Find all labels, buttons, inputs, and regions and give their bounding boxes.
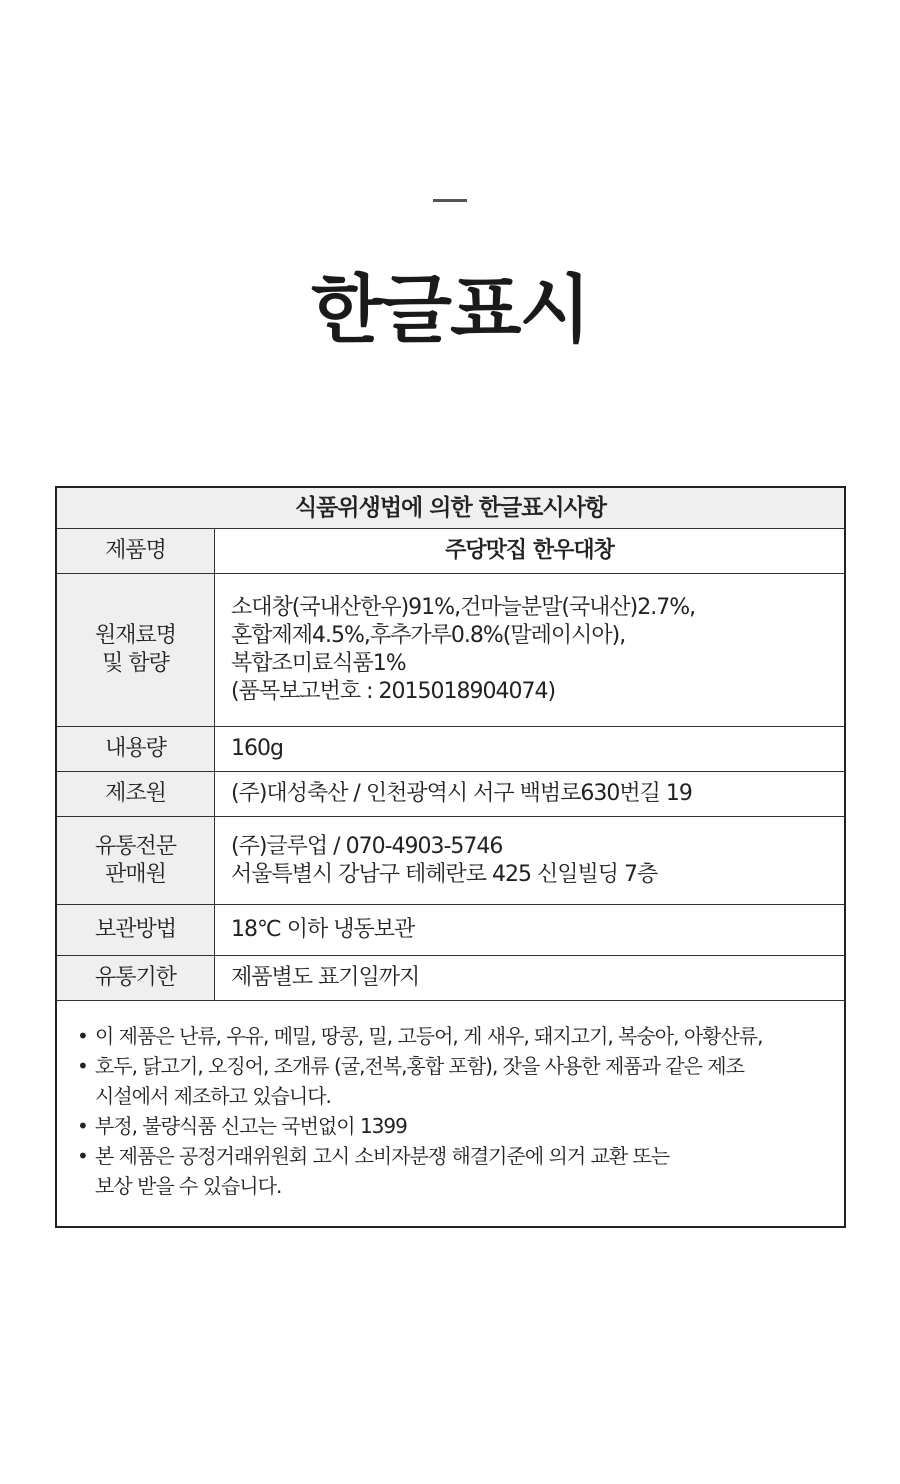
ingredients-label-line: 원재료명 <box>94 623 176 648</box>
note-item <box>77 1111 844 1141</box>
manufacturer-value: (주)대성축산 / 인천광역시 서구 백범로630번길 19 <box>231 781 692 806</box>
distributor-line: (주)글루업 / 070-4903-5746 <box>231 833 503 859</box>
note-item <box>77 1021 844 1051</box>
note-line: 시설에서 제조하고 있습니다. <box>95 1084 331 1108</box>
bullet-icon: • <box>77 1144 88 1168</box>
ingredients-line: (품목보고번호 : 2015018904074) <box>231 679 556 704</box>
volume-value: 160g <box>231 736 283 761</box>
note-line: 이 제품은 난류, 우유, 메밀, 땅콩, 밀, 고등어, 게 새우, 돼지고기, 복숭아, 아황산류, <box>95 1024 763 1048</box>
note-item <box>77 1141 844 1201</box>
distributor-line: 서울특별시 강남구 테헤란로 425 신일빌딩 7층 <box>231 861 658 887</box>
distributor-label-line: 유통전문 <box>94 833 176 859</box>
bullet-icon: • <box>77 1024 88 1048</box>
note-line: 본 제품은 공정거래위원회 고시 소비자분쟁 해결기준에 의거 교환 또는 <box>95 1144 670 1168</box>
expiry-value: 제품별도 표기일까지 <box>231 965 420 990</box>
manufacturer-label: 제조원 <box>57 772 215 816</box>
note-line: 호두, 닭고기, 오징어, 조개류 (굴,전복,홍합 포함), 잣을 사용한 제품과 같은 제조 <box>95 1054 744 1078</box>
row-expiry <box>57 956 844 1001</box>
label-table <box>55 486 846 1228</box>
row-product-name <box>57 529 844 574</box>
note-item <box>77 1051 844 1111</box>
table-header: 식품위생법에 의한 한글표시사항 <box>57 488 844 529</box>
product-name-label: 제품명 <box>57 529 215 573</box>
bullet-icon: • <box>77 1054 88 1078</box>
ingredients-label <box>57 574 215 726</box>
row-distributor <box>57 817 844 905</box>
storage-label: 보관방법 <box>57 905 215 955</box>
volume-label: 내용량 <box>57 727 215 771</box>
bullet-icon: • <box>77 1114 88 1138</box>
ingredients-label-line: 및 함량 <box>102 651 169 676</box>
ingredients-line: 소대창(국내산한우)91%,건마늘분말(국내산)2.7%, <box>231 595 696 620</box>
distributor-label <box>57 817 215 904</box>
row-volume <box>57 727 844 772</box>
expiry-label: 유통기한 <box>57 956 215 1000</box>
notes-section <box>57 1001 844 1226</box>
note-line: 부정, 불량식품 신고는 국번없이 1399 <box>95 1114 407 1138</box>
row-ingredients <box>57 574 844 727</box>
note-line: 보상 받을 수 있습니다. <box>95 1174 282 1198</box>
ingredients-value <box>215 574 844 726</box>
product-name-value: 주당맛집 한우대창 <box>445 538 614 563</box>
ingredients-line: 복합조미료식품1% <box>231 651 406 676</box>
row-manufacturer <box>57 772 844 817</box>
page-title: 한글표시 <box>311 267 589 353</box>
distributor-value <box>215 817 844 904</box>
title-divider <box>433 199 467 202</box>
row-storage <box>57 905 844 956</box>
ingredients-line: 혼합제제4.5%,후추가루0.8%(말레이시아), <box>231 623 626 648</box>
storage-value: 18℃ 이하 냉동보관 <box>231 917 415 942</box>
distributor-label-line: 판매원 <box>105 861 166 887</box>
